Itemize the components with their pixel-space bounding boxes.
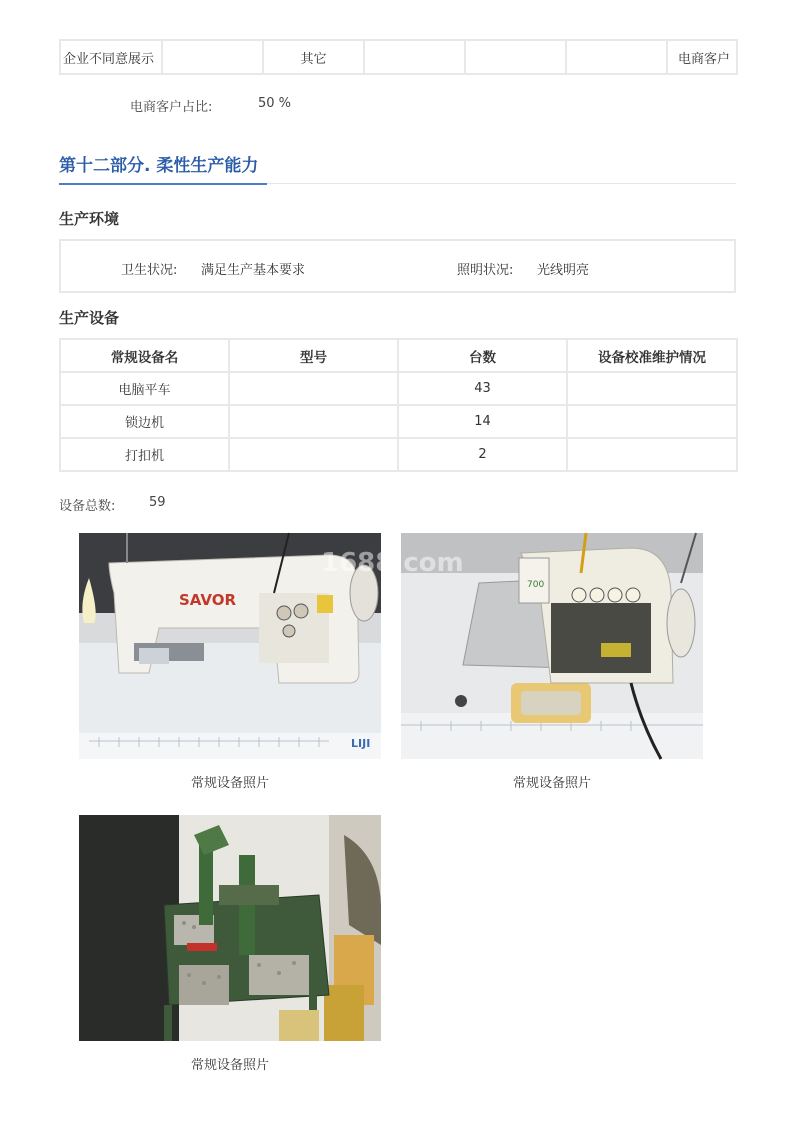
equipment-model — [229, 372, 398, 405]
table-row — [60, 40, 737, 74]
lighting-value: 光线明亮 — [537, 263, 590, 278]
equipment-maintenance — [567, 372, 737, 405]
photo-caption: 常规设备照片 — [512, 776, 591, 791]
lighting-label: 照明状况: — [457, 263, 514, 278]
equipment-maintenance — [567, 438, 737, 471]
environment-title: 生产环境 — [59, 210, 120, 228]
section-title: 第十二部分. 柔性生产能力 — [59, 156, 259, 176]
table-cell: 企业不同意展示 — [60, 40, 162, 74]
hygiene-label: 卫生状况: — [121, 263, 178, 278]
table-row — [60, 372, 737, 405]
table-cell — [364, 40, 465, 74]
equipment-maintenance — [567, 405, 737, 438]
equipment-name: 锁边机 — [60, 405, 229, 438]
ecommerce-ratio-label: 电商客户占比: — [130, 100, 213, 115]
equipment-model — [229, 405, 398, 438]
savor-brand-text: SAVOR — [179, 591, 237, 609]
equipment-count: 43 — [398, 372, 567, 405]
equipment-photo-button-machine — [79, 815, 381, 1041]
photo-caption: 常规设备照片 — [190, 1058, 269, 1073]
equipment-count: 14 — [398, 405, 567, 438]
equipment-title: 生产设备 — [59, 309, 120, 327]
ruler-text: LIJI — [351, 737, 371, 750]
table-cell: 其它 — [263, 40, 364, 74]
table-cell — [162, 40, 263, 74]
table-cell — [566, 40, 667, 74]
table-header-row — [60, 339, 737, 372]
ecommerce-ratio — [130, 96, 292, 115]
table-row — [60, 438, 737, 471]
ecommerce-ratio-value: 50 % — [258, 96, 292, 111]
watermark-text: 1688.com — [321, 548, 464, 578]
table-cell: 电商客户 — [667, 40, 737, 74]
column-header: 型号 — [229, 339, 398, 372]
equipment-name: 电脑平车 — [60, 372, 229, 405]
machine-badge-text: 700 — [527, 580, 545, 590]
equipment-model — [229, 438, 398, 471]
column-header: 常规设备名 — [60, 339, 229, 372]
equipment-name: 打扣机 — [60, 438, 229, 471]
hygiene-value: 满足生产基本要求 — [201, 263, 306, 278]
equipment-count: 2 — [398, 438, 567, 471]
column-header: 台数 — [398, 339, 567, 372]
equipment-table — [59, 338, 738, 472]
column-header: 设备校准维护情况 — [567, 339, 737, 372]
equipment-total — [59, 495, 166, 514]
table-cell — [465, 40, 566, 74]
equipment-total-label: 设备总数: — [59, 499, 116, 514]
environment-box — [59, 239, 736, 293]
customer-type-table — [59, 39, 738, 75]
section-divider-accent — [59, 183, 267, 185]
table-row — [60, 405, 737, 438]
photo-caption: 常规设备照片 — [190, 776, 269, 791]
equipment-total-value: 59 — [149, 495, 166, 510]
